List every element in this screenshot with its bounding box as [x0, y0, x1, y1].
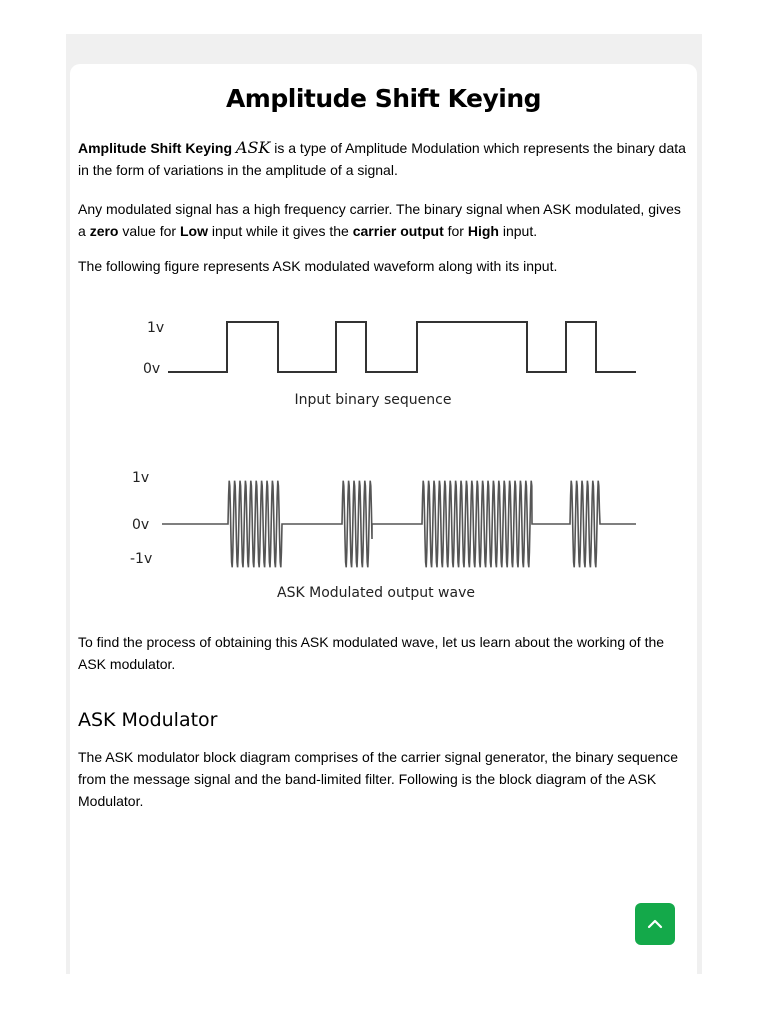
- input-caption: Input binary sequence: [294, 392, 452, 408]
- bold-zero: zero: [89, 223, 119, 239]
- input-label-1v: 1v: [147, 320, 165, 336]
- carrier-paragraph: [78, 198, 690, 242]
- input-label-0v: 0v: [143, 361, 161, 377]
- section-heading: ASK Modulator: [78, 709, 218, 731]
- text-segment: Any modulated signal has a high frequency carrier. The binary signal when ASK modulated, gives a: [78, 201, 681, 239]
- intro-paragraph: [78, 137, 690, 181]
- output-label-neg1v: -1v: [130, 551, 153, 567]
- input-binary-waveform: [168, 322, 636, 372]
- bold-low: Low: [179, 223, 208, 239]
- modulator-paragraph: The ASK modulator block diagram comprises of the carrier signal generator, the binary sequence from the message signal and the band-limited filter. Following is the block diagram of the ASK Modulator.: [78, 749, 678, 809]
- text-segment: value for: [118, 223, 180, 239]
- text-segment: input while it gives the: [207, 223, 353, 239]
- page-title: Amplitude Shift Keying: [225, 84, 542, 113]
- bold-carrier-output: carrier output: [352, 223, 444, 239]
- bold-term: Amplitude Shift Keying: [78, 140, 232, 156]
- ask-modulated-waveform: [162, 481, 636, 568]
- scroll-to-top-button[interactable]: [635, 903, 675, 945]
- ask-waveform-figure: [120, 300, 660, 610]
- output-caption: ASK Modulated output wave: [277, 585, 475, 601]
- output-label-1v: 1v: [132, 470, 150, 486]
- bold-high: High: [467, 223, 499, 239]
- figure-intro-paragraph: The following figure represents ASK modulated waveform along with its input.: [78, 258, 558, 274]
- process-paragraph: To find the process of obtaining this ASK modulated wave, let us learn about the working of the ASK modulator.: [78, 634, 665, 672]
- output-label-0v: 0v: [132, 517, 150, 533]
- waveform-svg: [120, 300, 660, 610]
- math-ask: ASK: [235, 138, 271, 157]
- intro-text: is a type of Amplitude Modulation which represents the binary data in the form of variations in the amplitude of a signal.: [78, 140, 686, 178]
- text-segment: input.: [498, 223, 538, 239]
- chevron-up-icon: [646, 915, 664, 933]
- text-segment: for: [443, 223, 468, 239]
